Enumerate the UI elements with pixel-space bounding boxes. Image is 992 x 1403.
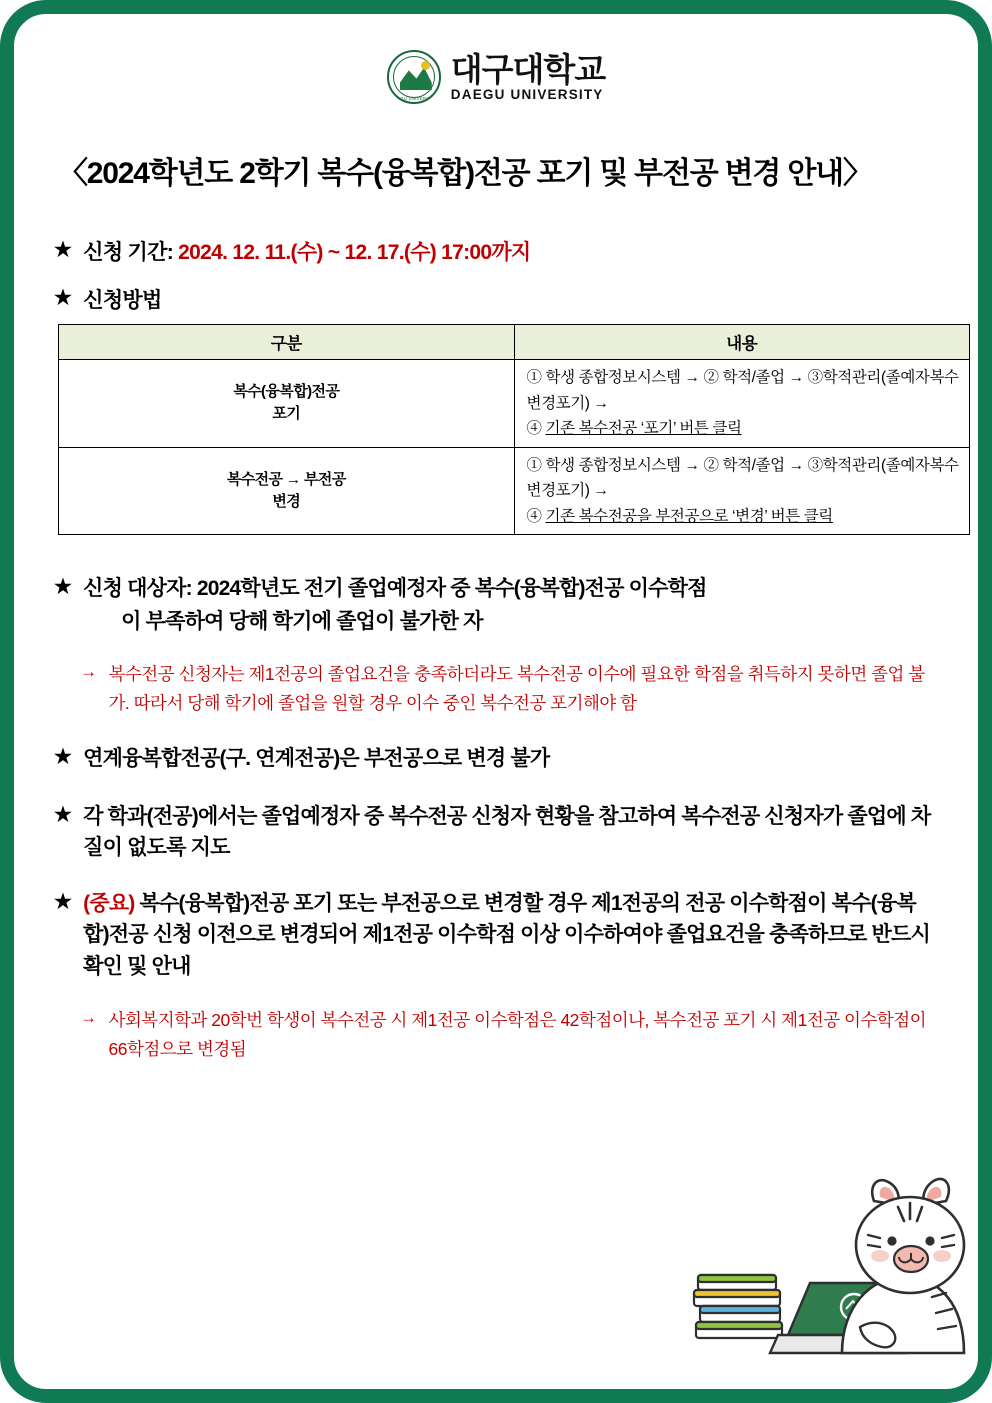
target-line-2: 이 부족하여 당해 학기에 졸업이 불가한 자: [121, 609, 483, 633]
method-heading-row: [54, 284, 938, 314]
star-bullet-icon: ★: [54, 890, 72, 913]
seal-text: DAEGU UNIVERSITY: [390, 96, 437, 101]
logo-name-ko: 대구대학교: [450, 50, 606, 88]
tiger-mascot-illustration: [692, 1157, 972, 1387]
step-line-2: [527, 504, 964, 530]
book-stack-icon: [694, 1275, 782, 1338]
item-text-2: 각 학과(전공)에서는 졸업예정자 중 복수전공 신청자 현황을 참고하여 복수전공 신청자가 졸업에 차질이 없도록 지도: [83, 804, 931, 860]
application-period-text: [83, 236, 530, 266]
category-line-2: 포기: [272, 405, 301, 423]
category-line-1: 복수전공 → 부전공: [226, 470, 346, 488]
column-header-category: 구분: [59, 325, 515, 360]
step-action-link: 기존 복수전공을 부전공으로 ‘변경’ 버튼 클릭: [545, 507, 833, 525]
category-line-2: 변경: [272, 493, 301, 511]
university-seal-icon: [387, 50, 441, 104]
method-heading: 신청방법: [83, 289, 162, 312]
target-line-1: 신청 대상자: 2024학년도 전기 졸업예정자 중 복수(융복합)전공 이수학점: [83, 577, 707, 601]
star-bullet-icon: ★: [54, 239, 72, 261]
target-text: [83, 573, 706, 638]
step-line-2: [527, 416, 964, 442]
seal-sun-dot: [421, 61, 430, 70]
cell-category-abandon: [59, 360, 515, 448]
important-tag: (중요): [83, 891, 135, 915]
university-logo: [54, 48, 938, 106]
column-header-content: 내용: [514, 325, 970, 360]
star-bullet-icon: ★: [54, 746, 72, 769]
step-action-link: 기존 복수전공 ‘포기’ 버튼 클릭: [545, 420, 742, 438]
item-row-2: [54, 801, 938, 864]
cell-steps-change: [514, 447, 970, 535]
important-note-row: [80, 1006, 938, 1063]
arrow-bullet-icon: →: [80, 1008, 97, 1028]
item-row-1: [54, 743, 938, 775]
important-row: [54, 888, 938, 983]
step-number: ④: [526, 507, 546, 525]
application-period-row: [54, 236, 938, 266]
tiger-figure: [842, 1179, 964, 1353]
cell-category-change: [59, 447, 515, 535]
application-period-value: 2024. 12. 11.(수) ~ 12. 17.(수) 17:00까지: [178, 241, 531, 264]
arrow-bullet-icon: →: [80, 662, 97, 682]
target-note-text: 복수전공 신청자는 제1전공의 졸업요건을 충족하더라도 복수전공 이수에 필요한 학점을 취득하지 못하면 졸업 불가. 따라서 당해 학기에 졸업을 원할 경우 이수 중인 복수전공 포기해야 함: [108, 664, 925, 713]
step-line-1: ① 학생 종합정보시스템 → ② 학적/졸업 → ③학적관리(졸예자복수변경포기) →: [526, 456, 959, 500]
table-header-row: [59, 325, 970, 360]
important-note-text: 사회복지학과 20학번 학생이 복수전공 시 제1전공 이수학점은 42학점이나, 복수전공 포기 시 제1전공 이수학점이 66학점으로 변경됨: [108, 1010, 927, 1059]
star-bullet-icon: ★: [54, 576, 72, 599]
step-line-1: ① 학생 종합정보시스템 → ② 학적/졸업 → ③학적관리(졸예자복수변경포기) →: [526, 369, 959, 412]
important-body: 복수(융복합)전공 포기 또는 부전공으로 변경할 경우 제1전공의 전공 이수학점이 복수(융복합)전공 신청 이전으로 변경되어 제1전공 이수학점 이상 이수하여야 졸업요건을 충족하므로 반드시 확인 및 안내: [83, 891, 930, 978]
poster-content: [14, 14, 978, 1063]
application-period-label: 신청 기간:: [83, 241, 174, 264]
star-bullet-icon: ★: [54, 803, 72, 826]
target-row: [54, 573, 938, 638]
poster-inner: [14, 14, 978, 1389]
page-title: 〈2024학년도 2학기 복수(융복합)전공 포기 및 부전공 변경 안내〉: [58, 157, 872, 190]
star-bullet-icon: ★: [54, 287, 72, 309]
category-line-1: 복수(융복합)전공: [233, 382, 340, 400]
target-note-row: [80, 660, 938, 717]
logo-wordmark: [450, 50, 606, 102]
method-table: [58, 324, 970, 535]
step-number: ④: [526, 420, 546, 438]
cell-steps-abandon: [514, 360, 970, 448]
item-text-1: 연계융복합전공(구. 연계전공)은 부전공으로 변경 불가: [83, 747, 550, 771]
table-row: [59, 447, 970, 535]
important-text: [83, 888, 938, 983]
logo-name-en: DAEGU UNIVERSITY: [450, 86, 604, 102]
table-row: [59, 360, 970, 448]
